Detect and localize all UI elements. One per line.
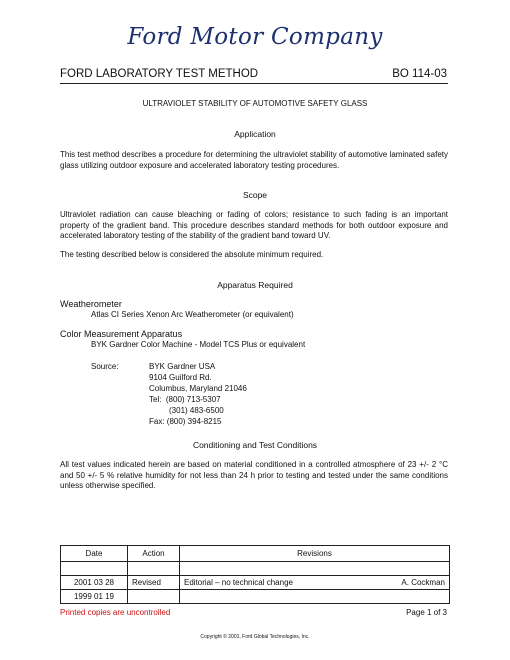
- source-address: [149, 362, 247, 427]
- row-revision: [180, 576, 450, 590]
- scope-heading: Scope: [242, 190, 268, 200]
- application-heading: Application: [234, 129, 276, 139]
- row-action: [128, 562, 180, 576]
- color-apparatus-item: BYK Gardner Color Machine - Model TCS Plus or equivalent: [91, 340, 306, 349]
- source-line: Fax: (800) 394-8215: [149, 416, 222, 426]
- scope-text: Ultraviolet radiation can cause bleaching or fading of colors; resistance to such fading is an important property of the gradient band. This procedure describes standard methods for both outdoor exposure and accelerated laboratory testing of the stability of the gradient band toward UV.: [60, 210, 448, 241]
- page-number: Page 1 of 3: [406, 608, 447, 617]
- application-text: This test method describes a procedure for determining the ultraviolet stability of automotive laminated safety glass utilizing outdoor exposure and accelerated laboratory testing procedures.: [60, 150, 448, 170]
- source-line: 9104 Guilford Rd.: [149, 372, 212, 382]
- row-date: 1999 01 19: [61, 590, 128, 604]
- row-action: [128, 590, 180, 604]
- row-action: Revised: [128, 576, 180, 590]
- table-header-row: [61, 546, 450, 562]
- document-number: BO 114-03: [392, 68, 447, 80]
- source-line: BYK Gardner USA: [149, 362, 216, 371]
- table-row: [61, 576, 450, 590]
- row-date: 2001 03 28: [61, 576, 128, 590]
- conditioning-text: All test values indicated herein are based on material conditioned in a controlled atmosphere of 23 +/- 2 °C and 50 +/- 5 % relative humidity for not less than 24 h prior to testing and tested under the same conditions unless otherwise specified.: [60, 460, 448, 491]
- copyright-notice: Copyright © 2001, Ford Global Technologies, Inc.: [200, 634, 310, 640]
- document-header-title: FORD LABORATORY TEST METHOD: [60, 68, 259, 80]
- header-divider: [60, 83, 448, 84]
- revisions-table: [60, 545, 450, 604]
- revisions-header: Revisions: [180, 546, 450, 562]
- uncontrolled-notice: Printed copies are uncontrolled: [60, 608, 171, 617]
- table-row: [61, 562, 450, 576]
- source-line: Columbus, Maryland 21046: [149, 383, 247, 393]
- scope-minimum-text: The testing described below is considered the absolute minimum required.: [60, 250, 324, 259]
- color-apparatus-label: Color Measurement Apparatus: [60, 329, 183, 339]
- source-line: Tel: (800) 713-5307: [149, 394, 221, 404]
- row-revision: [180, 590, 450, 604]
- conditioning-heading: Conditioning and Test Conditions: [192, 440, 318, 450]
- weatherometer-item: Atlas CI Series Xenon Arc Weatherometer (or equivalent): [91, 310, 294, 319]
- ford-logo: Ford Motor Company: [127, 24, 383, 50]
- source-label: Source:: [91, 362, 119, 371]
- apparatus-heading: Apparatus Required: [217, 280, 293, 290]
- revision-author: A. Cockman: [401, 578, 445, 587]
- table-row: [61, 590, 450, 604]
- document-title: ULTRAVIOLET STABILITY OF AUTOMOTIVE SAFETY GLASS: [142, 99, 368, 108]
- row-revision: [180, 562, 450, 576]
- action-header: Action: [128, 546, 180, 562]
- row-date: [61, 562, 128, 576]
- date-header: Date: [61, 546, 128, 562]
- source-line: (301) 483-6500: [149, 405, 224, 415]
- weatherometer-label: Weatherometer: [60, 299, 122, 309]
- revision-text: Editorial – no technical change: [184, 578, 293, 587]
